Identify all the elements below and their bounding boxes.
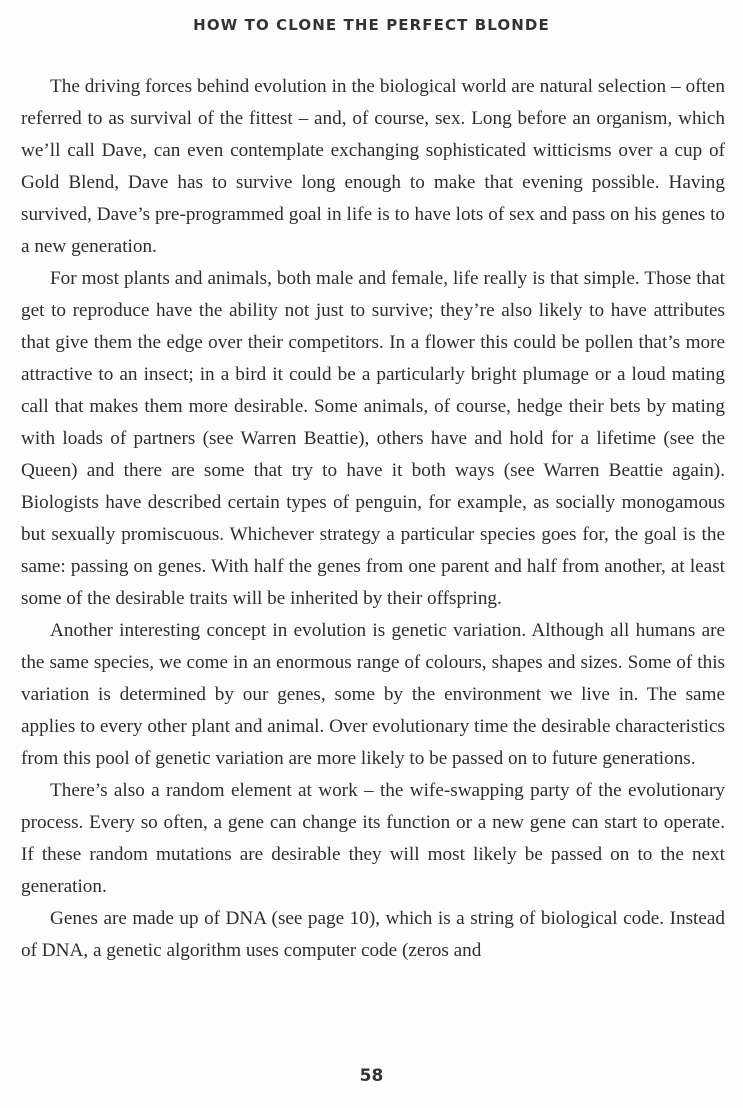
running-head: HOW TO CLONE THE PERFECT BLONDE [193, 16, 550, 34]
paragraph-reproduction-strategies: For most plants and animals, both male and female, life really is that simple. Those that get to reproduce have the ability not just to survive; they’re also likely to have attributes that give them the edge over their competitors. In a flower this could be pollen that’s more attractive to an insect; in a bird it could be a particularly bright plumage or a loud mating call that makes them more desirable. Some animals, of course, hedge their bets by mating with loads of partners (see Warren Beattie), others have and hold for a lifetime (see the Queen) and there are some that try to have it both ways (see Warren Beattie again). Biologists have described certain types of penguin, for example, as socially monogamous but sexually promiscuous. Whichever strategy a particular species goes for, the goal is the same: passing on genes. With half the genes from one parent and half from another, at least some of the desirable traits will be inherited by their offspring. [21, 268, 725, 609]
page-number: 58 [359, 1066, 384, 1086]
paragraph-dna-code: Genes are made up of DNA (see page 10), which is a string of biological code. Instead of DNA, a genetic algorithm uses computer code (zeros and [21, 908, 725, 961]
paragraph-random-mutation: There’s also a random element at work – the wife-swapping party of the evolutionary process. Every so often, a gene can change its function or a new gene can start to operate. If these random mutations are desirable they will most likely be passed on to the next generation. [21, 780, 725, 897]
paragraph-genetic-variation: Another interesting concept in evolution is genetic variation. Although all humans are the same species, we come in an enormous range of colours, shapes and sizes. Some of this variation is determined by our genes, some by the environment we live in. The same applies to every other plant and animal. Over evolutionary time the desirable characteristics from this pool of genetic variation are more likely to be passed on to future generations. [21, 620, 725, 769]
paragraph-natural-selection: The driving forces behind evolution in the biological world are natural selection – often referred to as survival of the fittest – and, of course, sex. Long before an organism, which we’ll call Dave, can even contemplate exchanging sophisticated witticisms over a cup of Gold Blend, Dave has to survive long enough to make that evening possible. Having survived, Dave’s pre-programmed goal in life is to have lots of sex and pass on his genes to a new generation. [21, 76, 725, 257]
body-text [21, 71, 725, 967]
